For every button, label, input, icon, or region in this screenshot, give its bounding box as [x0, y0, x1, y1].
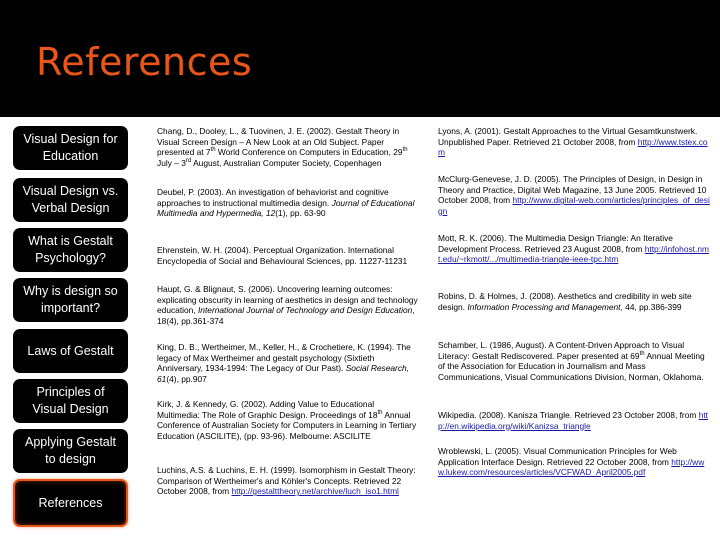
nav-item-visual-vs-verbal[interactable]	[13, 178, 128, 222]
reference-entry: Lyons, A. (2001). Gestalt Approaches to the Virtual Gesamtkunstwerk. Unpublished Paper. Retrieved 21 October 2008, from http://www.tstex.com	[438, 126, 708, 158]
nav-item-label: Visual Design vs. Verbal Design	[22, 184, 119, 215]
nav-item-label: References	[38, 495, 103, 510]
reference-link[interactable]: http://www.lukew.com/resources/articles/VCFWAD_April2005.pdf	[438, 456, 705, 478]
reference-entry: Wikipedia. (2008). Kanisza Triangle. Retrieved 23 October 2008, from http://en.wikipedia.org/wiki/Kanizsa_triangle	[438, 410, 708, 431]
reference-entry: Schamber, L. (1986, August). A Content-Driven Approach to Visual Literacy: Gestalt Rediscovered. Paper presented at 69th Annual Meeting of the Association for Education in Journalism and Mass Communications, Visual Communications Division, Norman, Oklahoma.	[438, 340, 705, 382]
reference-entry: Ehrenstein, W. H. (2004). Perceptual Organization. International Encyclopedia of Social and Behavioural Sciences, pp. 11227-11231	[157, 245, 408, 266]
nav-item-gestalt-psychology[interactable]	[13, 228, 128, 272]
reference-link[interactable]: http://gestalttheory.net/archive/luch_iso1.html	[231, 486, 399, 497]
nav-item-principles[interactable]	[13, 379, 128, 423]
reference-link[interactable]: http://www.digital-web.com/articles/principles_of_design	[438, 195, 710, 216]
nav-item-label: Principles of Visual Design	[32, 385, 109, 416]
reference-entry: Chang, D., Dooley, L., & Tuovinen, J. E. (2002). Gestalt Theory in Visual Screen Design – A New Look at an Old Subject. Paper presented at 7th World Conference on Computers in Education, 29th July – 3rd August, Australian Computer Society, Copenhagen	[157, 126, 408, 168]
reference-link[interactable]: http://en.wikipedia.org/wiki/Kanizsa_triangle	[438, 410, 708, 431]
reference-entry: McClurg-Genevese, J. D. (2005). The Principles of Design, in Design in Theory and Practice, Digital Web Magazine, 13 June 2005. Retrieved 10 October 2008, from http://www.digital-web.com/articles/principles_of_design	[438, 174, 710, 216]
nav-item-label: Visual Design for Education	[23, 132, 118, 163]
reference-entry: King, D. B., Wertheimer, M., Keller, H., & Crochetiere, K. (1994). The legacy of Max Wertheimer and gestalt psychology (Sixtieth Anniversary, 1934-1994: The Legacy of Our Past). Social Research, 61(4), pp.907	[157, 342, 411, 384]
nav-item-label: Why is design so important?	[23, 284, 118, 315]
nav-item-applying-gestalt[interactable]	[13, 429, 128, 473]
reference-entry: Kirk, J. & Kennedy, G. (2002). Adding Value to Educational Multimedia: The Role of Graphic Design. Proceedings of 18th Annual Conference of Australian Society for Computers in Learning in Tertiary Education (ASCILITE), (pp. 93-96). Melbourne: ASCILITE	[157, 399, 417, 441]
reference-entry: Luchins, A.S. & Luchins, E. H. (1999). Isomorphism in Gestalt Theory: Comparison of Wertheimer's and Köhler's Concepts. Retrieved 22 October 2008, from http://gestalttheory.net/archive/luch_iso1.html	[157, 465, 416, 497]
reference-link[interactable]: http://www.tstex.com	[438, 136, 708, 158]
nav-item-label: Laws of Gestalt	[27, 343, 114, 358]
nav-item-label: What is Gestalt Psychology?	[28, 234, 113, 265]
reference-entry: Wroblewski, L. (2005). Visual Communication Principles for Web Application Interface Design. Retrieved 22 October 2008, from http://www.lukew.com/resources/articles/VCFWAD_April2005.pdf	[438, 446, 705, 478]
nav-item-design-importance[interactable]	[13, 278, 128, 322]
nav-item-visual-design-for-education[interactable]	[13, 126, 128, 170]
reference-entry: Mott, R. K. (2006). The Multimedia Design Triangle: An Iterative Development Process. Retrieved 23 August 2008, from http://infohost.nmt.edu/~rkmott/.../multimedia-triangle-ieee-tpc.htm	[438, 233, 709, 265]
slide-header	[0, 0, 720, 117]
reference-entry: Robins, D. & Holmes, J. (2008). Aesthetics and credibility in web site design. Information Processing and Management, 44, pp.386-399	[438, 291, 692, 312]
nav-item-references[interactable]	[13, 479, 128, 527]
reference-entry: Deubel, P. (2003). An investigation of behaviorist and cognitive approaches to instructional multimedia design. Journal of Educational Multimedia and Hypermedia, 12(1), pp. 63-90	[157, 187, 415, 219]
slide-title: References	[36, 40, 253, 84]
nav-item-label: Applying Gestalt to design	[24, 435, 117, 466]
nav-item-laws-of-gestalt[interactable]	[13, 329, 128, 373]
reference-entry: Haupt, G. & Blignaut, S. (2006). Uncovering learning outcomes: explicating obscurity in learning of aesthetics in design and technology education, International Journal of Technology and Design Education, 18(4), pp.361-374	[157, 284, 418, 326]
reference-link[interactable]: http://infohost.nmt.edu/~rkmott/.../multimedia-triangle-ieee-tpc.htm	[438, 243, 709, 265]
